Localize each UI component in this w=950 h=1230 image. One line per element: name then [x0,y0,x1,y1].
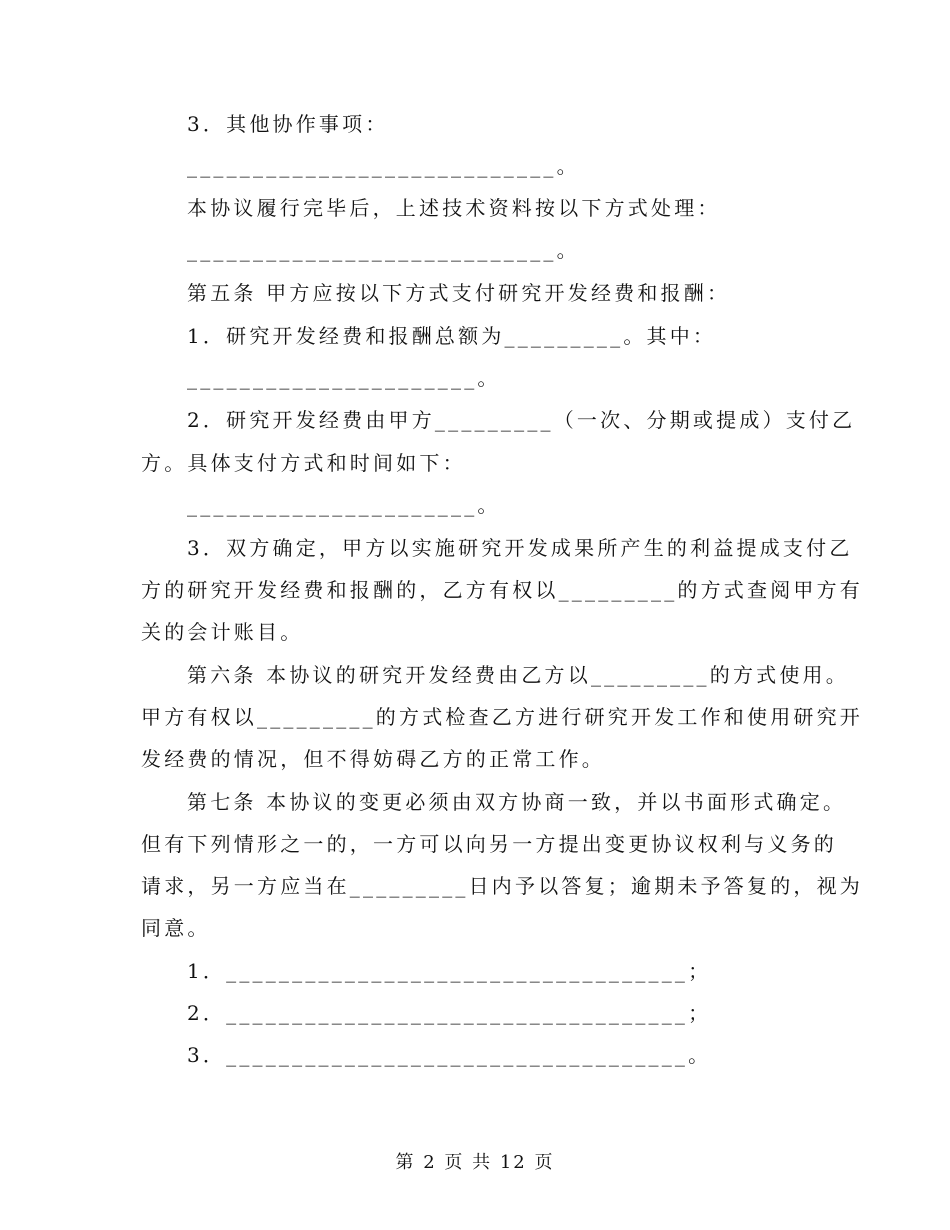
clause-7-item-3: 3．___________________________________。 [187,1043,712,1067]
clause-5-item-1: 1．研究开发经费和报酬总额为_________。其中： [187,324,717,348]
clause-5-heading: 第五条 甲方应按以下方式支付研究开发经费和报酬： [187,281,731,305]
clause-5-item-3-cont-1: 方的研究开发经费和报酬的，乙方有权以_________的方式查阅甲方有 [141,578,863,602]
clause-6-text: 第六条 本协议的研究开发经费由乙方以_________的方式使用。 [187,663,849,687]
clause-7-cont-1: 但有下列情形之一的，一方可以向另一方提出变更协议权利与义务的 [141,832,837,856]
clause-5-item-3-cont-2: 关的会计账目。 [141,620,304,644]
clause-5-item-2-cont: 方。具体支付方式和时间如下： [141,451,466,475]
clause-5-item-3: 3．双方确定，甲方以实施研究开发成果所产生的利益提成支付乙 [187,536,853,560]
clause-5-item-2: 2．研究开发经费由甲方_________（一次、分期或提成）支付乙 [187,408,856,432]
clause-6-cont-1: 甲方有权以_________的方式检查乙方进行研究开发工作和使用研究开 [141,705,863,729]
clause-7-cont-2: 请求，另一方应当在_________日内予以答复；逾期未予答复的，视为 [141,874,863,898]
blank-line-total: ______________________。 [187,366,501,390]
clause-7-item-2: 2．___________________________________； [187,1001,712,1025]
page-number-footer: 第 2 页 共 12 页 [395,1152,555,1173]
clause-7-item-1: 1．___________________________________； [187,959,712,983]
blank-line-payment: ______________________。 [187,493,501,517]
clause-6-cont-2: 发经费的情况，但不得妨碍乙方的正常工作。 [141,747,605,771]
blank-line-materials: ____________________________。 [187,238,580,262]
clause-4-item-3: 3．其他协作事项： [187,112,389,136]
clause-7-text: 第七条 本协议的变更必须由双方协商一致，并以书面形式确定。 [187,790,847,814]
blank-line-cooperation: ____________________________。 [187,154,580,178]
clause-7-cont-3: 同意。 [141,916,211,940]
materials-handling-text: 本协议履行完毕后，上述技术资料按以下方式处理： [187,196,721,220]
